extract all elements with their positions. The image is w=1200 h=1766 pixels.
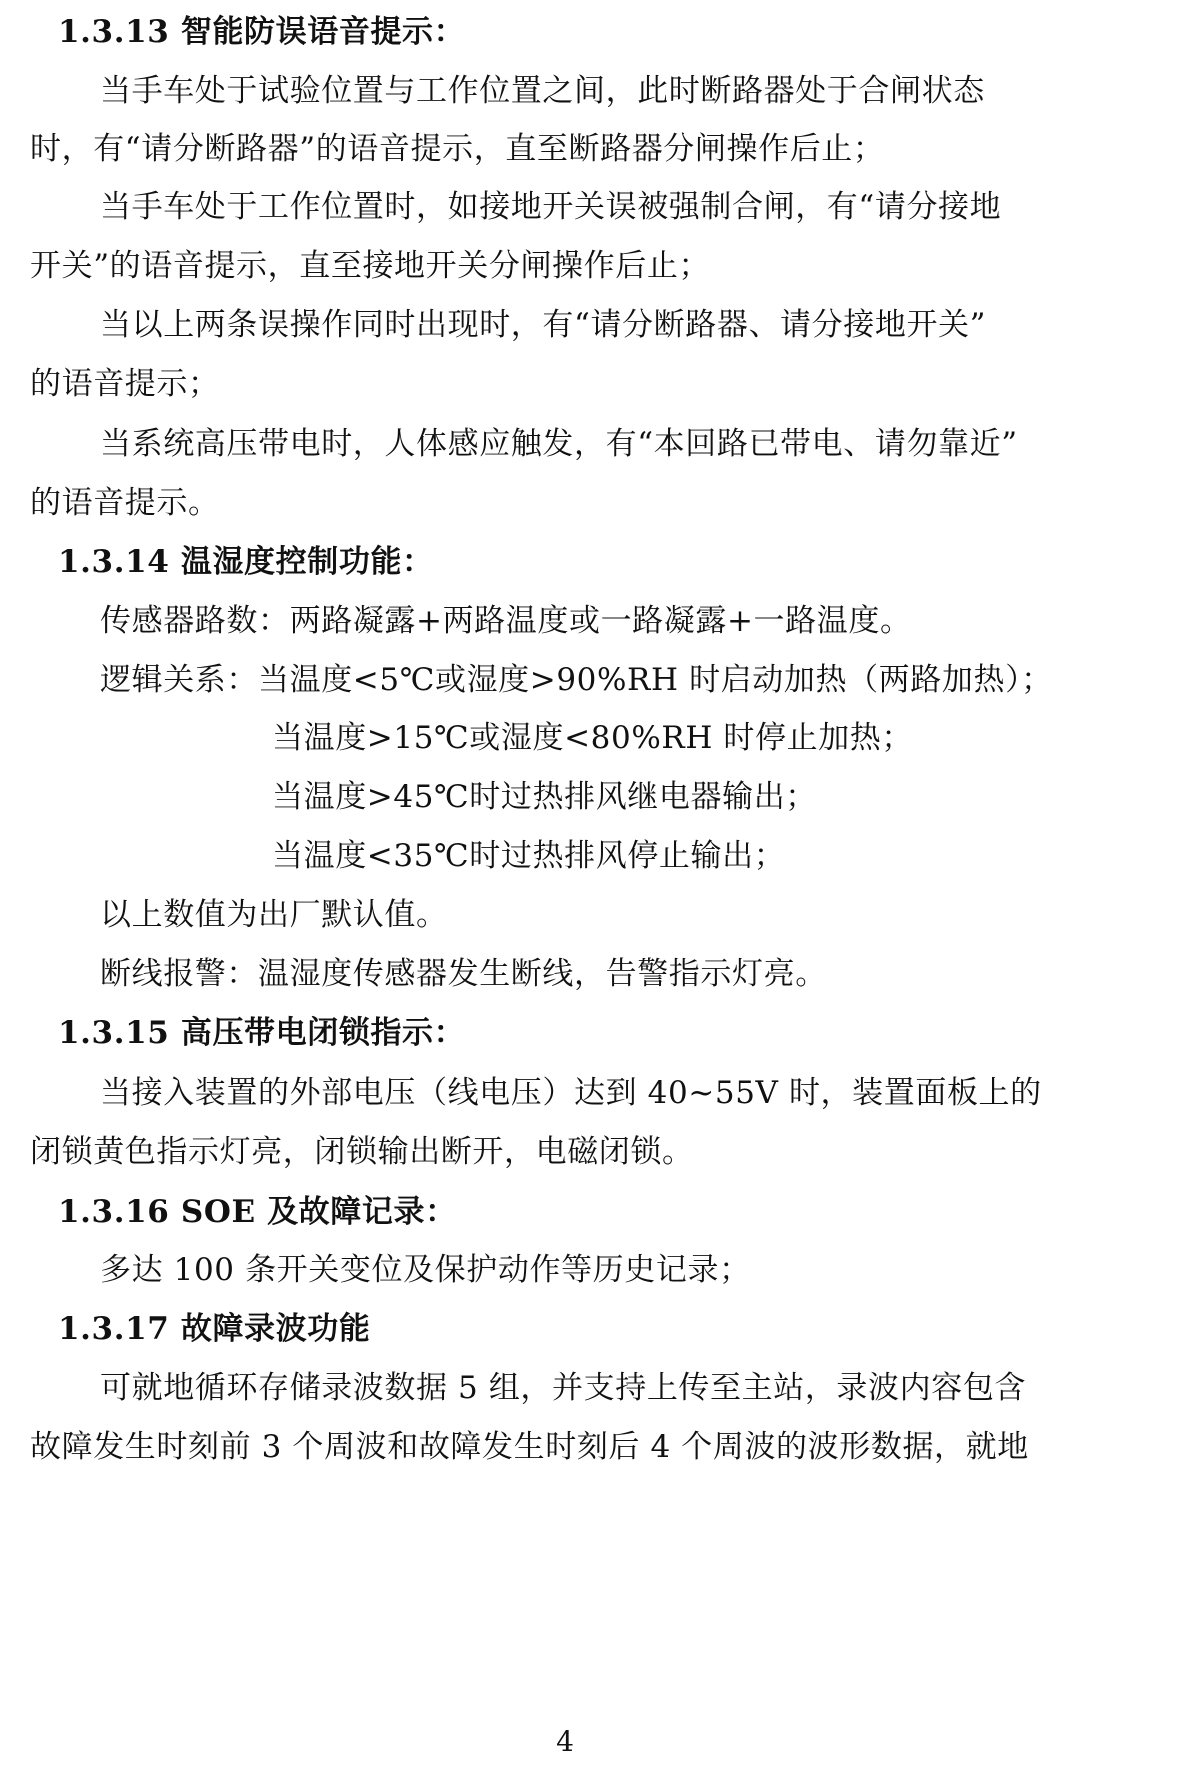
paragraph-line: 当温度>15℃或湿度<80%RH 时停止加热； [272,720,914,756]
paragraph-line: 时，有“请分断路器”的语音提示，直至断路器分闸操作后止； [30,131,885,167]
paragraph-line: 故障发生时刻前 3 个周波和故障发生时刻后 4 个周波的波形数据，就地 [30,1429,1029,1465]
paragraph-line: 当温度<35℃时过热排风停止输出； [272,838,786,874]
paragraph-line: 当以上两条误操作同时出现时，有“请分断路器、请分接地开关” [100,307,987,343]
paragraph-line: 逻辑关系：当温度<5℃或湿度>90%RH 时启动加热（两路加热）； [100,662,1053,698]
page-number: 4 [556,1725,574,1758]
paragraph-line: 的语音提示。 [30,485,220,521]
paragraph-line: 闭锁黄色指示灯亮，闭锁输出断开，电磁闭锁。 [30,1134,694,1170]
section-heading-1-3-16: 1.3.16 SOE 及故障记录： [58,1194,457,1230]
paragraph-line: 当手车处于试验位置与工作位置之间，此时断路器处于合闸状态 [100,73,985,109]
paragraph-line: 断线报警：温湿度传感器发生断线，告警指示灯亮。 [100,956,827,992]
paragraph-line: 当温度>45℃时过热排风继电器输出； [272,779,817,815]
paragraph-line: 的语音提示； [30,366,220,402]
paragraph-line: 以上数值为出厂默认值。 [100,897,448,933]
paragraph-line: 多达 100 条开关变位及保护动作等历史记录； [100,1252,751,1288]
paragraph-line: 开关”的语音提示，直至接地开关分闸操作后止； [30,248,711,284]
section-heading-1-3-17: 1.3.17 故障录波功能 [58,1311,371,1347]
paragraph-line: 可就地循环存储录波数据 5 组，并支持上传至主站，录波内容包含 [100,1370,1027,1406]
section-heading-1-3-15: 1.3.15 高压带电闭锁指示： [58,1015,466,1051]
paragraph-line: 当手车处于工作位置时，如接地开关误被强制合闸，有“请分接地 [100,189,1002,225]
section-heading-1-3-14: 1.3.14 温湿度控制功能： [58,544,434,580]
paragraph-line: 当接入装置的外部电压（线电压）达到 40~55V 时，装置面板上的 [100,1075,1042,1111]
paragraph-line: 传感器路数：两路凝露+两路温度或一路凝露+一路温度。 [100,603,912,639]
section-heading-1-3-13: 1.3.13 智能防误语音提示： [58,14,466,50]
paragraph-line: 当系统高压带电时，人体感应触发，有“本回路已带电、请勿靠近” [100,426,1018,462]
